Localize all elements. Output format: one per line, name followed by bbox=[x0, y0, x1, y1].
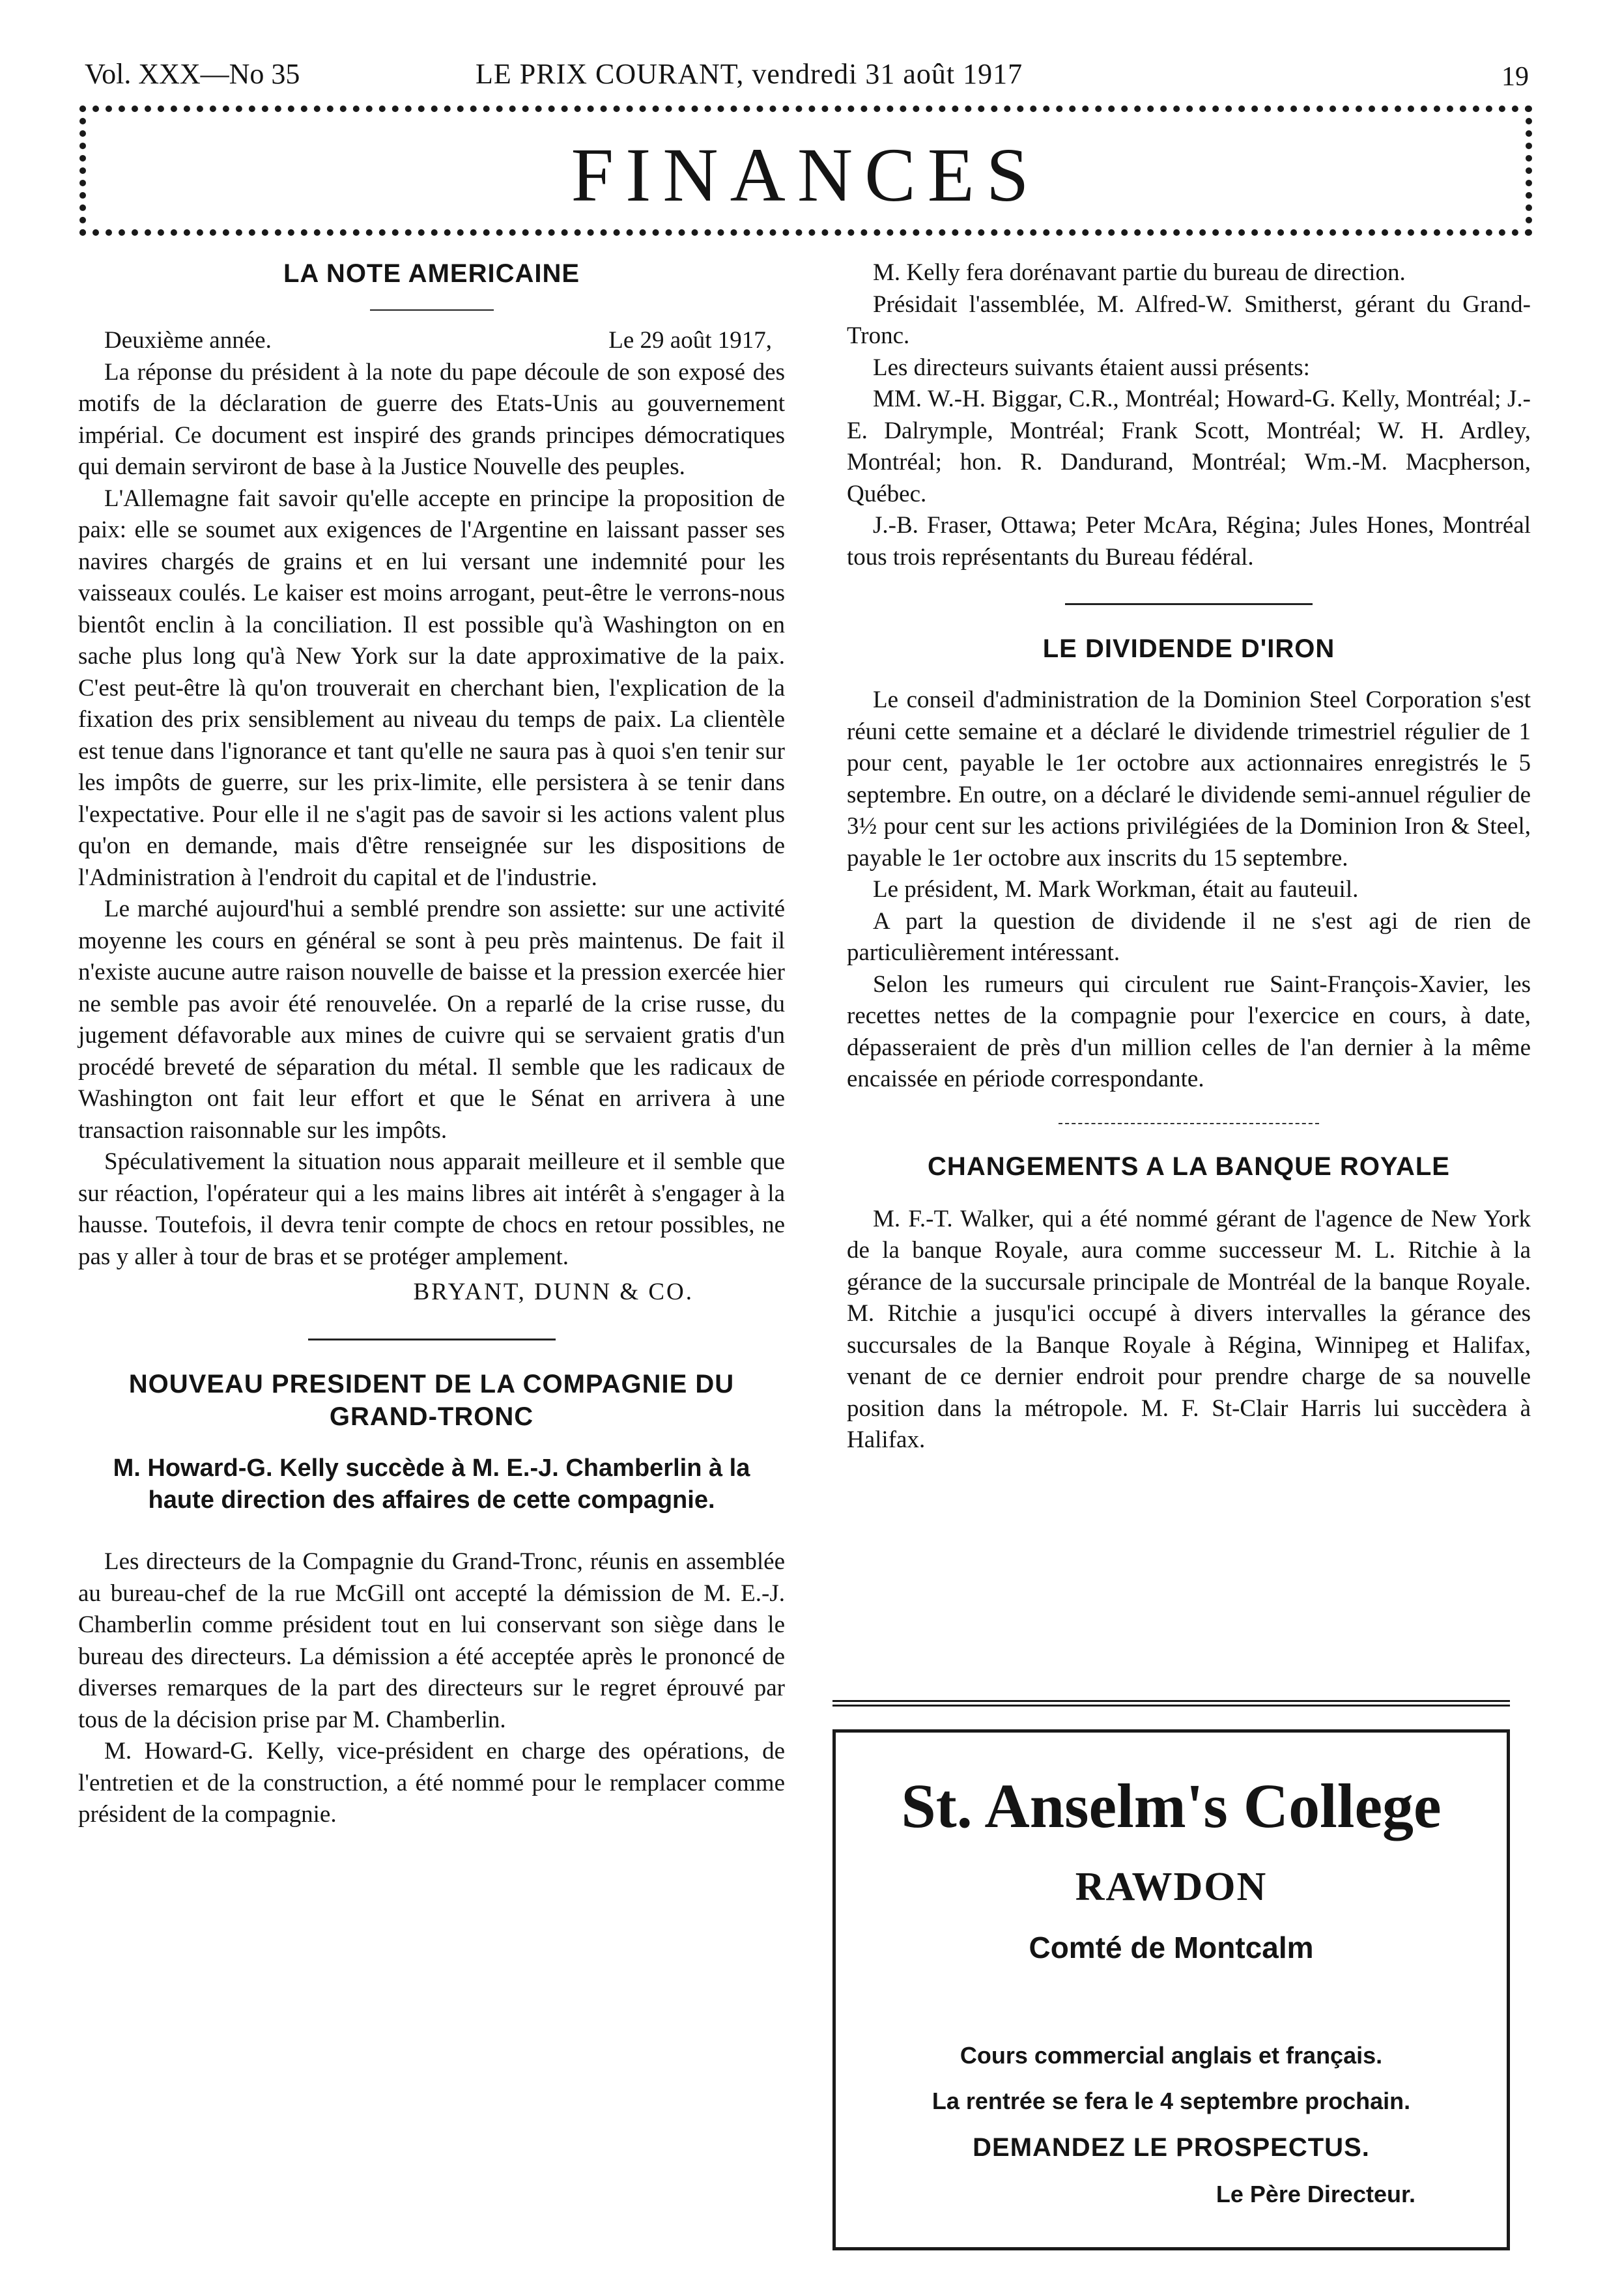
right-column bbox=[847, 257, 1531, 1456]
dateline bbox=[78, 325, 785, 357]
ad-prospectus: DEMANDEZ LE PROSPECTUS. bbox=[973, 2133, 1370, 2162]
dividende-iron-title: LE DIVIDENDE D'IRON bbox=[1042, 634, 1335, 663]
note-paragraph: L'Allemagne fait savoir qu'elle accepte en principe la proposition de paix: elle se soumet aux exigences de l'Argentine en laissant passer ses navires chargés de grains et en lui versant une indemnité pour les vaisseaux coulés. Le kaiser est moins arrogant, peut-être le verrons-nous bientôt enclin à la conciliation. Il est possible qu'à Washington on en sache plus long qu'à New York sur la date approximative de la paix. C'est peut-être là qu'on trouverait en cherchant bien, l'explication de la fixation des prix sensiblement au niveau du temps de paix. La clientèle est tenue dans l'ignorance et tant qu'elle ne saura pas à quoi s'en tenir sur les impôts de guerre, sur les prix-limite, elle persistera à se tenir dans l'expectative. Pour elle il ne s'agit pas de savoir si les actions valent plus qu'on en demande, mais d'être renseignée sur les dispositions de l'Administration à l'endroit du capital et de l'industrie. bbox=[78, 485, 785, 891]
college-advertisement bbox=[832, 1729, 1510, 2250]
banner-title: FINANCES bbox=[571, 132, 1041, 218]
ad-top-rule bbox=[832, 1700, 1510, 1707]
note-paragraph: Le marché aujourd'hui a semblé prendre son assiette: sur une activité moyenne les cours en général se sont à peu près maintenus. De fait il n'existe aucune autre raison nouvelle de baisse et la pression exercée hier ne semble pas avoir été renouvelée. On a reparlé de la crise russe, du jugement défavorable aux mines de cuivre qui se servaient gratis d'un procédé breveté de séparation du métal. Il semble que les radicaux de Washington ont fait leur effort et que le Sénat en arrivera à une transaction raisonnable sur les impôts. bbox=[78, 896, 785, 1144]
note-americaine-title: LA NOTE AMERICAINE bbox=[283, 259, 580, 288]
grand-tronc-continued: MM. W.-H. Biggar, C.R., Montréal; Howard-G. Kelly, Montréal; J.-E. Dalrymple, Montréal; Frank Scott, Montréal; W. H. Ardley, Montréal; hon. R. Dandurand, Montréal; Wm.-M. Macpherson, Québec. bbox=[847, 386, 1531, 507]
grand-tronc-continued: M. Kelly fera dorénavant partie du bureau de direction. bbox=[873, 259, 1406, 286]
section-rule bbox=[308, 1339, 556, 1340]
ad-town: RAWDON bbox=[1075, 1864, 1268, 1909]
ad-county: Comté de Montcalm bbox=[1029, 1930, 1314, 1964]
publication-title: LE PRIX COURANT, vendredi 31 août 1917 bbox=[476, 58, 1023, 90]
note-signature: BRYANT, DUNN & CO. bbox=[413, 1279, 694, 1305]
dateline-right: Le 29 août 1917, bbox=[608, 327, 772, 354]
grand-tronc-paragraph: Les directeurs de la Compagnie du Grand-Tronc, réunis en assemblée au bureau-chef de la rue McGill ont accepté la démission de M. E.-J. Chamberlin comme président tout en lui conservant son siège dans le bureau des directeurs. La démission a été acceptée après le prononcé de diverses remarques de la part des directeurs sur le regret éprouvé par tous de la décision prise par M. Chamberlin. bbox=[78, 1548, 785, 1733]
left-column bbox=[78, 257, 785, 1831]
note-paragraph: La réponse du président à la note du pape découle de son exposé des motifs de la déclaration de guerre des Etats-Unis au gouvernement impérial. Ce document est inspiré des grands principes démocratiques qui demain serviront de base à la Justice Nouvelle des peuples. bbox=[78, 358, 785, 480]
banque-paragraph: M. F.-T. Walker, qui a été nommé gérant de l'agence de New York de la banque Royale, aura comme successeur M. L. Ritchie à la gérance de la succursale principale de Montréal de la banque Royale. M. Ritchie a jusqu'ici occupé à divers intervalles la gérance des succursales de la Banque Royale à Régina, Winnipeg et Halifax, venant de ce dernier endroit pour prendre charge de sa nouvelle position dans la métropole. M. F. St-Clair Harris lui succèdera à Halifax. bbox=[847, 1205, 1531, 1453]
grand-tronc-continued: Les directeurs suivants étaient aussi présents: bbox=[873, 354, 1310, 381]
dateline-left: Deuxième année. bbox=[104, 327, 272, 354]
volume-number: Vol. XXX—No 35 bbox=[85, 58, 300, 90]
finances-banner bbox=[79, 106, 1532, 236]
ad-term-start: La rentrée se fera le 4 septembre prochain. bbox=[931, 2087, 1411, 2114]
running-head bbox=[85, 57, 1529, 103]
dividende-paragraph: Le conseil d'administration de la Dominion Steel Corporation s'est réuni cette semaine et a déclaré le dividende trimestriel régulier de 1 pour cent, payable le 1er octobre aux actionnaires enregistrés le 5 septembre. En outre, on a déclaré le dividende semi-annuel régulier de 3½ pour cent sur les actions privilégiées de la Dominion Iron & Steel, payable le 1er octobre aux inscrits du 15 septembre. bbox=[847, 687, 1531, 872]
title-rule bbox=[370, 309, 494, 311]
dividende-paragraph: A part la question de dividende il ne s'est agi de rien de particulièrement intéressant. bbox=[847, 907, 1531, 966]
section-rule-dashed bbox=[1059, 1123, 1319, 1124]
note-paragraph: Spéculativement la situation nous apparait meilleure et il semble que sur réaction, l'opérateur qui a les mains libres ait intérêt à s'engager à la hausse. Toutefois, il devra tenir compte de chocs en retour possibles, ne pas y aller à tour de bras et se protéger amplement. bbox=[78, 1148, 785, 1270]
grand-tronc-subtitle: M. Howard-G. Kelly succède à M. E.-J. Chamberlin à la haute direction des affaires de cette compagnie. bbox=[113, 1454, 750, 1514]
dividende-paragraph: Le président, M. Mark Workman, était au fauteuil. bbox=[873, 876, 1359, 903]
ad-courses: Cours commercial anglais et français. bbox=[960, 2041, 1383, 2069]
ad-signature: Le Père Directeur. bbox=[1216, 2180, 1415, 2207]
ad-college-name: St. Anselm's College bbox=[901, 1771, 1442, 1841]
page-number: 19 bbox=[1501, 62, 1529, 92]
dividende-paragraph: Selon les rumeurs qui circulent rue Saint-François-Xavier, les recettes nettes de la compagnie pour l'exercice en cours, à date, dépasseraient de près d'un million celles de l'an dernier à la même encaissée en période correspondante. bbox=[847, 971, 1531, 1092]
grand-tronc-continued: Présidait l'assemblée, M. Alfred-W. Smitherst, gérant du Grand-Tronc. bbox=[847, 291, 1531, 349]
banque-royale-title: CHANGEMENTS A LA BANQUE ROYALE bbox=[928, 1152, 1450, 1181]
section-rule bbox=[1065, 603, 1313, 605]
grand-tronc-title: NOUVEAU PRESIDENT DE LA COMPAGNIE DU GRAND-TRONC bbox=[128, 1369, 735, 1431]
grand-tronc-continued: J.-B. Fraser, Ottawa; Peter McAra, Régina; Jules Hones, Montréal tous trois représentants du Bureau fédéral. bbox=[847, 512, 1531, 571]
grand-tronc-paragraph: M. Howard-G. Kelly, vice-président en charge des opérations, de l'entretien et de la construction, a été nommé pour le remplacer comme président de la compagnie. bbox=[78, 1738, 785, 1828]
